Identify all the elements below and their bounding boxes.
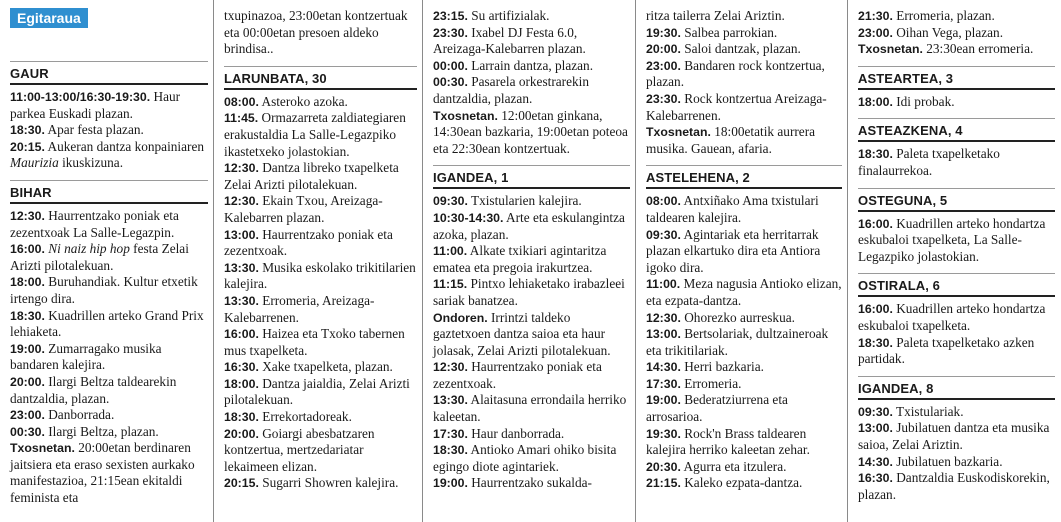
schedule-entry [646, 310, 842, 327]
entry-time: Txosnetan. [433, 108, 498, 123]
schedule-sections [858, 8, 1055, 503]
entry-text: Danborrada. [44, 407, 115, 423]
day-section [433, 8, 630, 157]
day-section [858, 188, 1055, 266]
entry-time: 00:30. [433, 75, 468, 90]
entry-text: Ekain Txou, Areizaga-Kalebarren plazan. [224, 193, 383, 225]
day-section [858, 118, 1055, 179]
entry-time: 23:00. [10, 408, 45, 423]
schedule-entry [858, 454, 1055, 471]
day-section [224, 66, 417, 492]
day-section [858, 66, 1055, 111]
day-section [858, 273, 1055, 367]
entry-time: 14:30. [646, 360, 681, 375]
schedule-entry [646, 227, 842, 277]
day-section [224, 8, 417, 58]
entry-time: 12:30. [646, 310, 681, 325]
entry-time: 23:15. [433, 9, 468, 23]
entry-text: Kaleko ezpata-dantza. [680, 475, 803, 491]
schedule-entry [646, 426, 842, 459]
entry-time: 18:30. [10, 123, 45, 138]
day-section [858, 8, 1055, 58]
schedule-entry [433, 475, 630, 492]
entry-text: Kuadrillen arteko Grand Prix lehiaketa. [10, 307, 204, 340]
entry-time: Txosnetan. [10, 441, 75, 456]
entry-time: 10:30-14:30. [433, 210, 504, 225]
day-section [646, 165, 842, 492]
entry-time: 23:30. [433, 25, 468, 40]
entry-text: Meza nagusia Antioko elizan, eta ezpata-dantza. [646, 276, 842, 308]
entry-time: 11:15. [433, 277, 468, 292]
entry-time: 19:00. [10, 341, 45, 356]
entry-text: Dantzaldia Euskodiskorekin, plazan. [858, 470, 1050, 502]
schedule-entry [433, 108, 630, 158]
entry-text: 12:00etan ginkana, 14:30ean bazkaria, 19:00etan poteoa eta 22:30ean kontzertuak. [433, 107, 628, 156]
schedule-entry [858, 146, 1055, 179]
day-heading: OSTIRALA, 6 [858, 273, 1055, 297]
entry-text: 20:00etan berdinaren jaitsiera eta eraso sexisten aurkako manifestazioa, 21:15ean ekitaldi feminista eta [10, 440, 195, 506]
entry-text: Ormazarreta zaldiategiaren erakustaldia La Salle-Legazpiko ikastetxeko jolastokian. [224, 110, 406, 159]
entry-text: Aukeran dantza konpainiaren [44, 138, 205, 154]
entry-time: 12:30. [224, 194, 259, 209]
day-heading: IGANDEA, 8 [858, 376, 1055, 400]
entry-text: Kuadrillen arteko hondartza eskubaloi txapelketa, La Salle-Legazpiko jolastokian. [858, 215, 1046, 264]
entry-text: Ohorezko aurreskua. [680, 309, 795, 325]
day-heading: GAUR [10, 61, 208, 85]
entry-time: 18:30. [433, 443, 468, 458]
entry-time: 19:30. [646, 25, 681, 40]
schedule-entry [224, 110, 417, 160]
schedule-entry [10, 122, 208, 139]
day-section [10, 180, 208, 507]
schedule-entry [433, 210, 630, 243]
schedule-entry [433, 442, 630, 475]
entry-time: 09:30. [646, 227, 681, 242]
schedule-entry [10, 424, 208, 441]
entry-time: 16:30. [858, 471, 893, 486]
schedule-entry [224, 359, 417, 376]
schedule-entry [858, 404, 1055, 421]
schedule-entry [433, 25, 630, 58]
entry-time: 19:30. [646, 426, 681, 441]
schedule-entry [646, 392, 842, 425]
entry-time: Txosnetan. [646, 125, 711, 140]
entry-time: 20:00. [224, 426, 259, 441]
entry-text: Sugarri Showren kalejira. [258, 475, 399, 491]
entry-text: Bederatziurrena eta arrosarioa. [646, 392, 788, 425]
entry-time: 14:30. [858, 454, 893, 469]
day-heading: BIHAR [10, 180, 208, 204]
schedule-sections [224, 8, 417, 492]
schedule-entry [433, 74, 630, 107]
schedule-entry [646, 326, 842, 359]
schedule-entry [10, 241, 208, 274]
schedule-sections [433, 8, 630, 492]
entry-text: Haur danborrada. [467, 425, 565, 441]
entry-time: 21:30. [858, 9, 893, 23]
entry-text: Erromeria. [680, 375, 742, 391]
entry-time: 13:30. [433, 393, 468, 408]
schedule-entry [646, 58, 842, 91]
entry-time: 09:30. [433, 194, 468, 209]
entry-italic-title: Maurizia [10, 155, 59, 171]
schedule-entry [646, 25, 842, 42]
entry-time: 18:30. [858, 147, 893, 162]
entry-time: Txosnetan. [858, 42, 923, 57]
day-section [10, 61, 208, 172]
entry-time: 12:30. [433, 360, 468, 375]
entry-time: 11:45. [224, 111, 259, 126]
schedule-entry [224, 193, 417, 226]
entry-text: Dantza libreko txapelketa Zelai Arizti pilotalekuan. [224, 160, 399, 192]
entry-text: Musika eskolako trikitilarien kalejira. [224, 259, 416, 292]
schedule-entry [858, 470, 1055, 503]
entry-text: Zumarragako musika bandaren kalejira. [10, 340, 162, 373]
schedule-entry [224, 326, 417, 359]
entry-text: 23:30ean erromeria. [922, 41, 1034, 57]
entry-time: 23:00. [646, 58, 681, 73]
schedule-entry [858, 335, 1055, 368]
schedule-entry [646, 41, 842, 58]
entry-text: Buruhandiak. Kultur etxetik irtengo dira. [10, 274, 198, 306]
schedule-entry [646, 91, 842, 124]
schedule-entry [224, 260, 417, 293]
entry-text: Haurrentzako poniak eta zezentxoak La Salle-Legazpin. [10, 207, 179, 240]
entry-text: Antioko Amari ohiko bisita egingo diote agintariek. [433, 442, 617, 474]
entry-time: 18:00. [224, 376, 259, 391]
schedule-entry [646, 276, 842, 309]
entry-time: 11:00. [433, 244, 468, 259]
entry-text: Saloi dantzak, plazan. [680, 41, 801, 57]
entry-text: Rock kontzertua Areizaga-Kalebarrenen. [646, 90, 827, 123]
entry-italic-title: Ni naiz hip hop [48, 241, 130, 257]
entry-text: Haizea eta Txoko tabernen mus txapelketa. [224, 326, 405, 358]
column-5 [848, 0, 1061, 522]
schedule-entry [224, 409, 417, 426]
entry-text: Txistularien kalejira. [467, 193, 582, 209]
schedule-entry [224, 8, 417, 58]
entry-text-continued: ikuskizuna. [58, 155, 124, 171]
entry-text: Haurrentzako poniak eta zezentxoak. [433, 359, 602, 391]
entry-time: 20:00. [10, 374, 45, 389]
entry-time: 00:00. [433, 58, 468, 73]
entry-time: 16:30. [224, 360, 259, 375]
entry-time: 16:00. [10, 242, 45, 257]
column-3 [423, 0, 636, 522]
entry-text: Su artifizialak. [467, 8, 550, 23]
entry-text: Erromeria, Areizaga-Kalebarrenen. [224, 292, 375, 325]
entry-text: Agurra eta itzulera. [680, 458, 787, 474]
entry-text: Erromeria, plazan. [892, 8, 995, 23]
entry-time: 16:00. [858, 216, 893, 231]
entry-time: 18:30. [224, 410, 259, 425]
entry-time: 23:00. [858, 25, 893, 40]
entry-text: Paleta txapelketako finalaurrekoa. [858, 146, 1000, 178]
entry-text: Haur parkea Euskadi plazan. [10, 89, 181, 121]
entry-text: Alaitasuna errondaila herriko kaleetan. [433, 392, 627, 425]
schedule-entry [433, 8, 630, 25]
entry-text: Arte eta eskulangintza azoka, plazan. [433, 209, 625, 242]
schedule-entry [224, 426, 417, 476]
schedule-entry [433, 193, 630, 210]
entry-time: 18:30. [858, 335, 893, 350]
entry-text: Errekortadoreak. [258, 409, 352, 425]
entry-time: 11:00. [646, 277, 681, 292]
column-1 [0, 0, 214, 522]
entry-text: Oihan Vega, plazan. [892, 24, 1004, 40]
day-heading: IGANDEA, 1 [433, 165, 630, 189]
entry-time: 08:00. [646, 194, 681, 209]
entry-text: Antxiñako Ama txistulari taldearen kalejira. [646, 193, 819, 225]
schedule-entry [858, 8, 1055, 25]
schedule-entry [224, 160, 417, 193]
entry-time: 11:00-13:00/16:30-19:30. [10, 90, 151, 104]
entry-time: 13:00. [858, 421, 893, 436]
entry-text: Jubilatuen bazkaria. [892, 453, 1003, 469]
entry-text: Asteroko azoka. [258, 93, 348, 109]
schedule-entry [646, 475, 842, 492]
entry-time: 18:00. [10, 275, 45, 290]
entry-text: Txistulariak. [892, 403, 964, 419]
entry-text: Bandaren rock kontzertua, plazan. [646, 57, 825, 90]
day-heading: ASTEAZKENA, 4 [858, 118, 1055, 142]
day-heading: LARUNBATA, 30 [224, 66, 417, 90]
entry-text: Ixabel DJ Festa 6.0, Areizaga-Kalebarren plazan. [433, 24, 586, 57]
entry-time: 00:30. [10, 424, 45, 439]
entry-text: Kuadrillen arteko hondartza eskubaloi txapelketa. [858, 301, 1046, 333]
entry-text: Jubilatuen dantza eta musika saioa, Zelai Ariztin. [858, 420, 1050, 452]
entry-time: 20:15. [10, 139, 45, 154]
entry-text: Haurrentzako poniak eta zezentxoak. [224, 226, 393, 259]
column-2 [214, 0, 423, 522]
schedule-entry [433, 243, 630, 276]
schedule-entry [224, 376, 417, 409]
schedule-entry [858, 25, 1055, 42]
schedule-entry [10, 407, 208, 424]
entry-text: Pintxo lehiaketako irabazleei sariak banatzea. [433, 276, 625, 308]
entry-text: Herri bazkaria. [680, 359, 764, 375]
entry-text: Larrain dantza, plazan. [467, 57, 594, 73]
day-section [858, 376, 1055, 504]
schedule-entry [858, 420, 1055, 453]
entry-time: 17:30. [433, 426, 468, 441]
day-heading: ASTEARTEA, 3 [858, 66, 1055, 90]
entry-text: Agintariak eta herritarrak plazan elkartuko dira eta Antiora igoko dira. [646, 226, 821, 275]
schedule-entry [224, 293, 417, 326]
schedule-entry [10, 89, 208, 122]
entry-time: 08:00. [224, 94, 259, 109]
entry-text: Xake txapelketa, plazan. [258, 359, 393, 375]
day-section [646, 8, 842, 157]
day-heading: ASTELEHENA, 2 [646, 165, 842, 189]
schedule-sections [646, 8, 842, 492]
entry-text: Salbea parrokian. [680, 24, 778, 40]
entry-time: 13:00. [224, 227, 259, 242]
entry-time: 17:30. [646, 376, 681, 391]
schedule-entry [433, 276, 630, 309]
schedule-entry [10, 440, 208, 506]
schedule-entry [646, 124, 842, 157]
entry-time: 20:00. [646, 42, 681, 57]
entry-time: 13:30. [224, 260, 259, 275]
schedule-sections [10, 61, 208, 507]
schedule-entry [10, 208, 208, 241]
schedule-entry [10, 374, 208, 407]
schedule-entry [224, 227, 417, 260]
entry-text: 18:00etatik aurrera musika. Gauean, afaria. [646, 124, 816, 156]
entry-text: Apar festa plazan. [44, 122, 144, 138]
entry-time: 19:00. [433, 476, 468, 491]
entry-text: Haurrentzako sukalda- [467, 475, 592, 491]
schedule-entry [433, 310, 630, 360]
schedule-entry [646, 8, 842, 25]
entry-time: 23:30. [646, 91, 681, 106]
schedule-entry [646, 459, 842, 476]
day-section [433, 165, 630, 492]
entry-text: txupinazoa, 23:00etan kontzertuak eta 00:00etan presoen aldeko brindisa.. [224, 8, 408, 57]
schedule-entry [433, 392, 630, 425]
schedule-entry [10, 341, 208, 374]
entry-text: Idi probak. [892, 93, 955, 109]
entry-text: ritza tailerra Zelai Ariztin. [646, 8, 785, 23]
day-heading: OSTEGUNA, 5 [858, 188, 1055, 212]
schedule-entry [858, 94, 1055, 111]
entry-time: 18:00. [858, 94, 893, 109]
entry-time: 20:30. [646, 459, 681, 474]
schedule-entry [858, 216, 1055, 266]
entry-text: Irrintzi taldeko gaztetxoen dantza saioa eta haur jolasak, Zelai Arizti pilotalekuan. [433, 309, 611, 358]
entry-text: Paleta txapelketako azken partidak. [858, 334, 1035, 367]
entry-text: Rock'n Brass taldearen kalejira herriko kaleetan zehar. [646, 425, 810, 458]
schedule-entry [224, 94, 417, 111]
schedule-entry [858, 301, 1055, 334]
entry-time: 12:30. [224, 161, 259, 176]
schedule-entry [433, 359, 630, 392]
entry-time: 13:30. [224, 293, 259, 308]
entry-time: 09:30. [858, 404, 893, 419]
entry-text: Dantza jaialdia, Zelai Arizti pilotalekuan. [224, 375, 410, 408]
schedule-entry [646, 376, 842, 393]
schedule-entry [433, 426, 630, 443]
entry-text: Ilargi Beltza, plazan. [44, 423, 159, 439]
schedule-entry [224, 475, 417, 492]
schedule-entry [433, 58, 630, 75]
entry-time: 18:30. [10, 308, 45, 323]
entry-text: Bertsolariak, dultzaineroak eta trikitilariak. [646, 326, 829, 358]
entry-time: 12:30. [10, 208, 45, 223]
schedule-entry [858, 41, 1055, 58]
entry-time: 16:00. [224, 327, 259, 342]
section-badge: Egitaraua [10, 8, 88, 28]
schedule-entry [646, 193, 842, 226]
schedule-entry [10, 308, 208, 341]
entry-time: 19:00. [646, 393, 681, 408]
entry-time: 16:00. [858, 302, 893, 317]
entry-text: Pasarela orkestrarekin dantzaldia, plazan. [433, 74, 589, 106]
entry-text: Ilargi Beltza taldearekin dantzaldia, plazan. [10, 373, 177, 406]
entry-time: 13:00. [646, 327, 681, 342]
entry-text-continued: festa Zelai Arizti pilotalekuan. [10, 241, 189, 273]
entry-time: 21:15. [646, 476, 681, 491]
entry-time: 20:15. [224, 476, 259, 491]
column-4 [636, 0, 848, 522]
schedule-entry [10, 274, 208, 307]
entry-text: Alkate txikiari agintaritza ematea eta pregoia irakurtzea. [433, 243, 607, 275]
entry-text: Goiargi abesbatzaren kontzertua, mertzedariatar lekaimeen elizan. [224, 425, 375, 474]
schedule-entry [646, 359, 842, 376]
schedule-entry [10, 139, 208, 172]
entry-time: Ondoren. [433, 310, 488, 325]
